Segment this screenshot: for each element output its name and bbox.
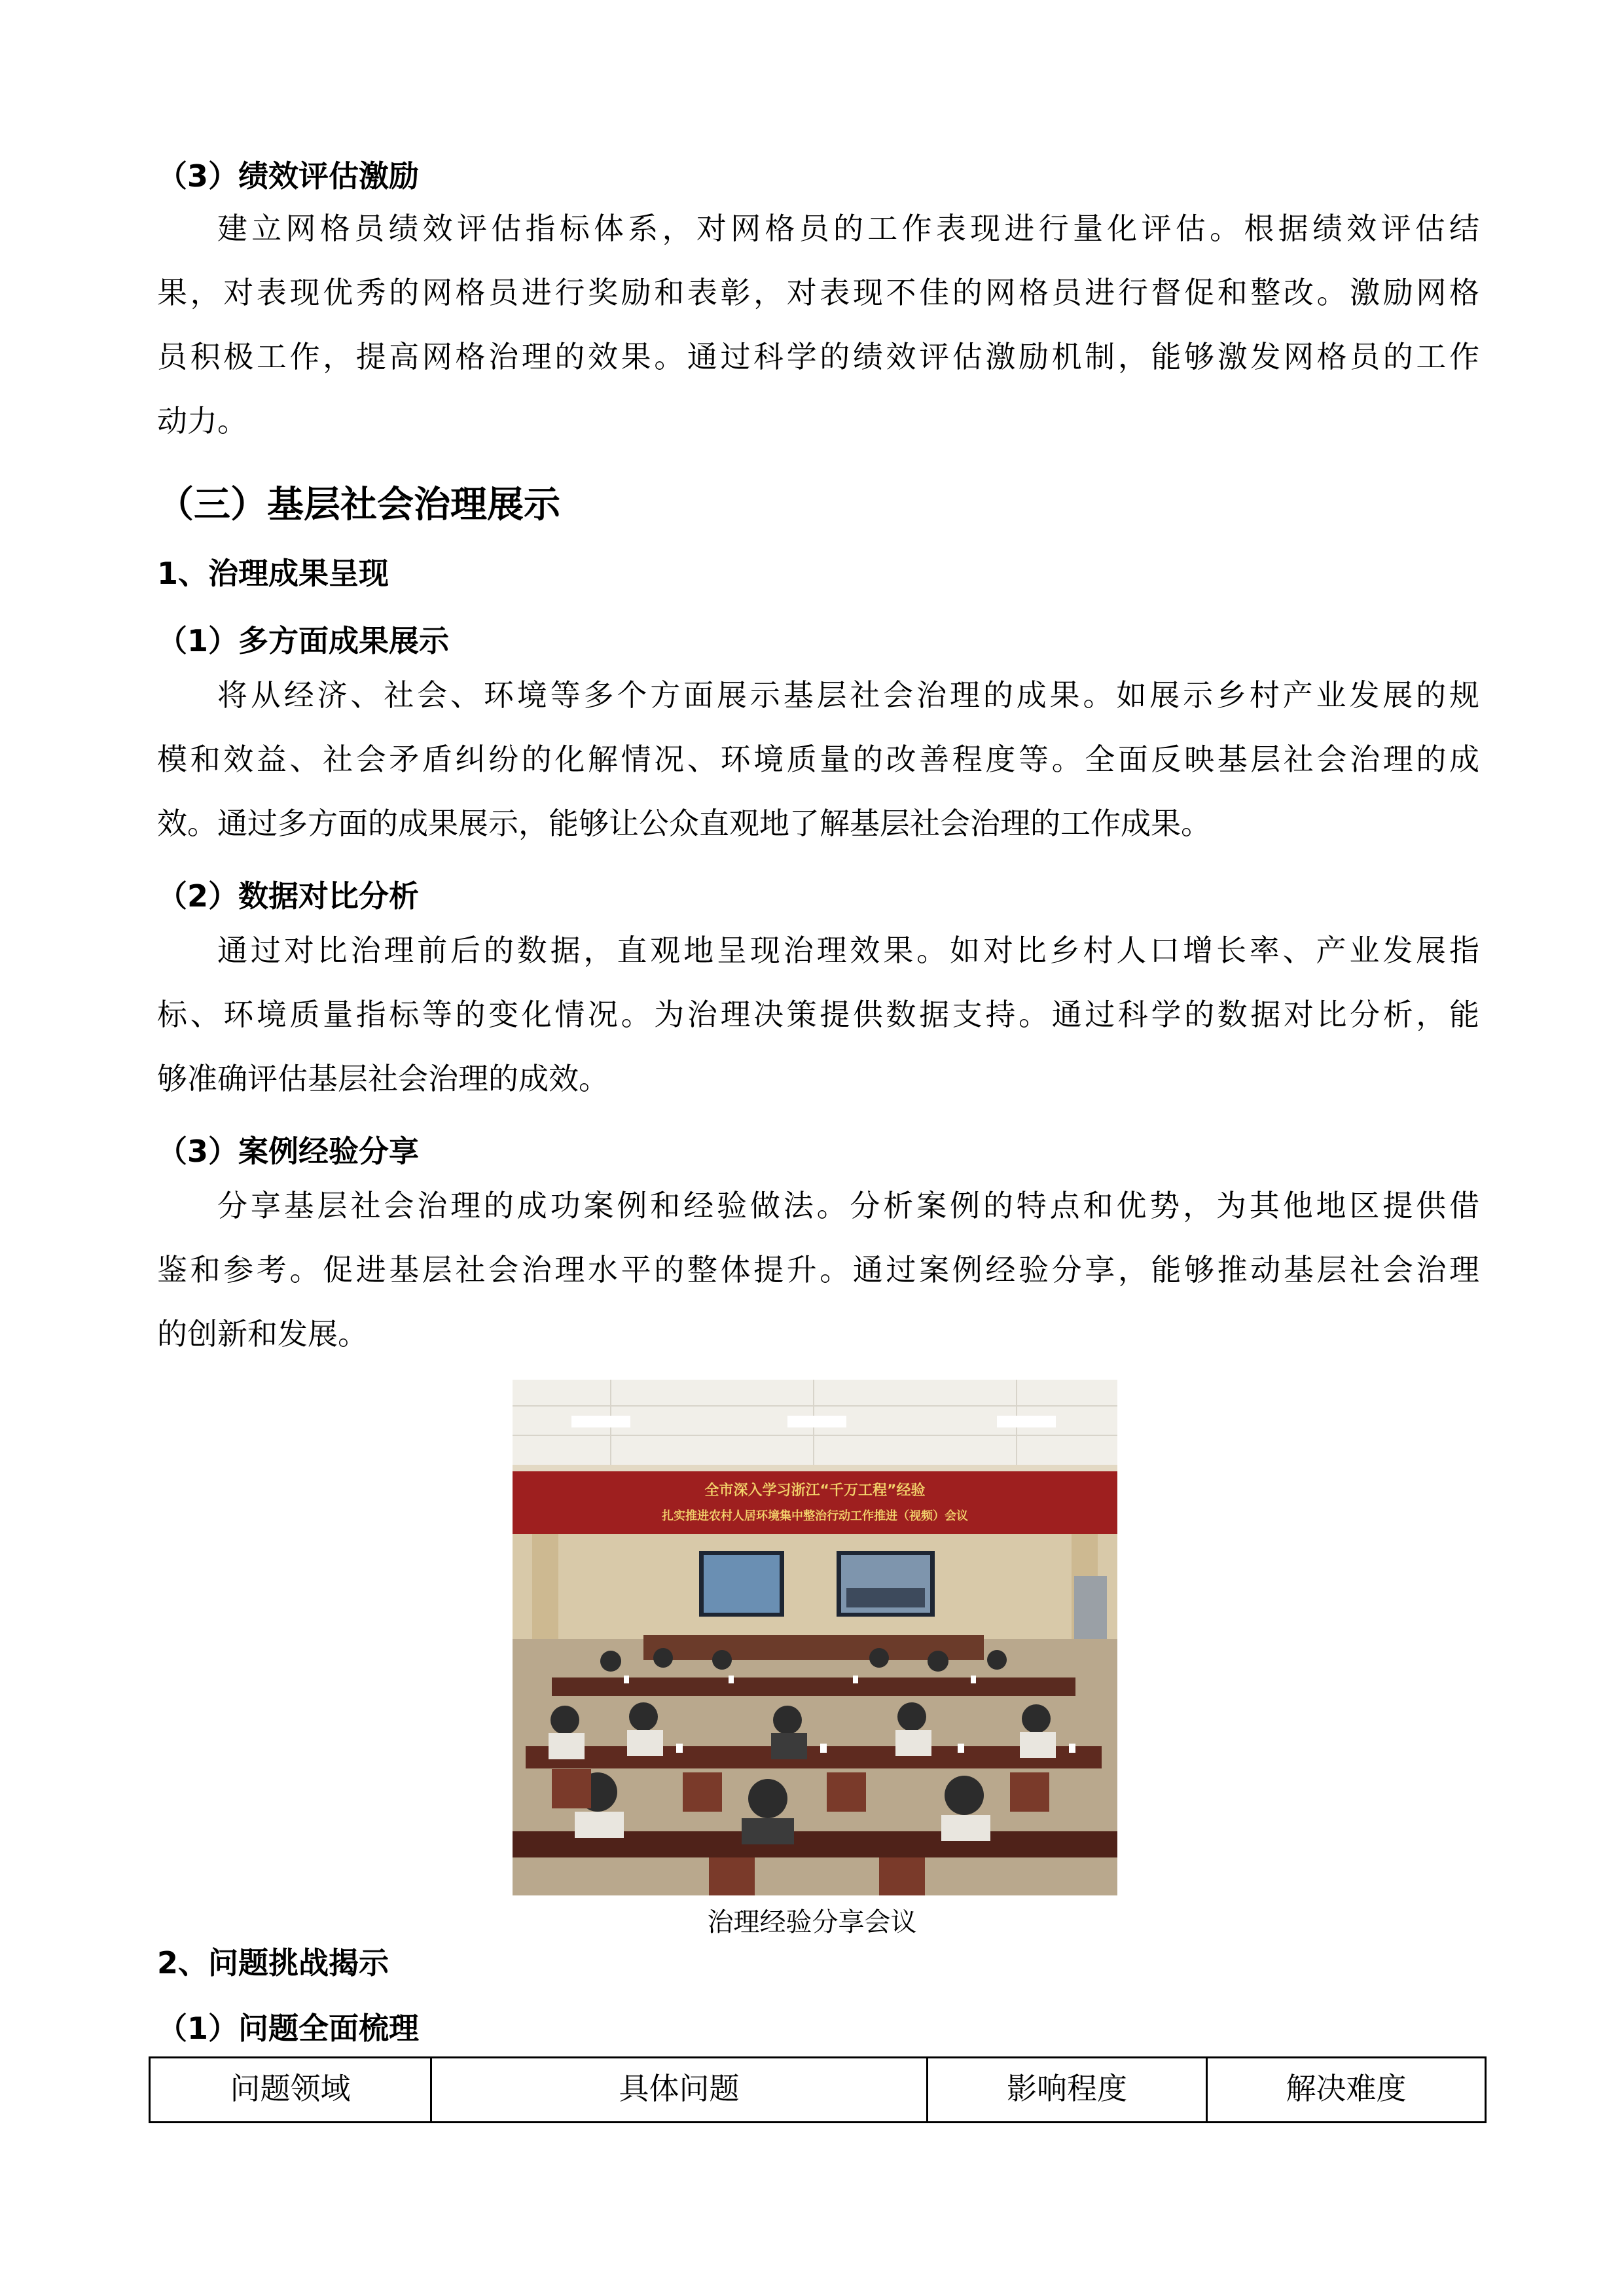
figure-caption: 治理经验分享会议: [707, 1907, 917, 1937]
meeting-photo: [513, 1380, 1117, 1895]
table-header-cell: 问题领域: [150, 2058, 431, 2123]
heading-problem-sorting: （1）问题全面梳理: [157, 2011, 420, 2046]
paragraph-line: 的创新和发展。: [157, 1316, 368, 1352]
paragraph-line: 够准确评估基层社会治理的成效。: [157, 1061, 609, 1096]
paragraph-line: 将从经济、社会、环境等多个方面展示基层社会治理的成果。如展示乡村产业发展的规: [217, 677, 1479, 713]
section-title-part3: （三）基层社会治理展示: [157, 484, 560, 526]
paragraph-line: 鉴和参考。促进基层社会治理水平的整体提升。通过案例经验分享，能够推动基层社会治理: [157, 1252, 1479, 1287]
paragraph-case-sharing: [157, 1174, 1479, 1366]
table-header-cell: 解决难度: [1207, 2058, 1486, 2123]
paragraph-multi-aspect: [157, 663, 1479, 855]
problems-table: [149, 2056, 1487, 2123]
paragraph-line: 建立网格员绩效评估指标体系，对网格员的工作表现进行量化评估。根据绩效评估结: [217, 211, 1479, 246]
subsection-title-problems: 2、问题挑战揭示: [157, 1945, 389, 1981]
banner-text-line1: 全市深入学习浙江“千万工程”经验: [704, 1482, 926, 1499]
table-header-cell: 具体问题: [431, 2058, 928, 2123]
paragraph-line: 分享基层社会治理的成功案例和经验做法。分析案例的特点和优势，为其他地区提供借: [217, 1188, 1479, 1223]
paragraph-data-comparison: [157, 918, 1479, 1111]
paragraph-performance: [157, 196, 1479, 453]
heading-multi-aspect: （1）多方面成果展示: [157, 623, 450, 658]
paragraph-line: 动力。: [157, 403, 247, 439]
table-header-row: [150, 2058, 1486, 2123]
heading-performance-incentive: （3）绩效评估激励: [157, 158, 420, 194]
paragraph-line: 员积极工作，提高网格治理的效果。通过科学的绩效评估激励机制，能够激发网格员的工作: [157, 339, 1479, 374]
banner-text-line2: 扎实推进农村人居环境集中整治行动工作推进（视频）会议: [662, 1509, 968, 1523]
table-header-cell: 影响程度: [928, 2058, 1207, 2123]
paragraph-line: 果，对表现优秀的网格员进行奖励和表彰，对表现不佳的网格员进行督促和整改。激励网格: [157, 275, 1479, 310]
paragraph-line: 标、环境质量指标等的变化情况。为治理决策提供数据支持。通过科学的数据对比分析，能: [157, 997, 1479, 1032]
subsection-title-results: 1、治理成果呈现: [157, 556, 389, 591]
paragraph-line: 通过对比治理前后的数据，直观地呈现治理效果。如对比乡村人口增长率、产业发展指: [217, 933, 1479, 968]
heading-data-comparison: （2）数据对比分析: [157, 878, 420, 914]
paragraph-line: 模和效益、社会矛盾纠纷的化解情况、环境质量的改善程度等。全面反映基层社会治理的成: [157, 742, 1479, 777]
heading-case-sharing: （3）案例经验分享: [157, 1134, 420, 1169]
paragraph-line: 效。通过多方面的成果展示，能够让公众直观地了解基层社会治理的工作成果。: [157, 806, 1211, 841]
